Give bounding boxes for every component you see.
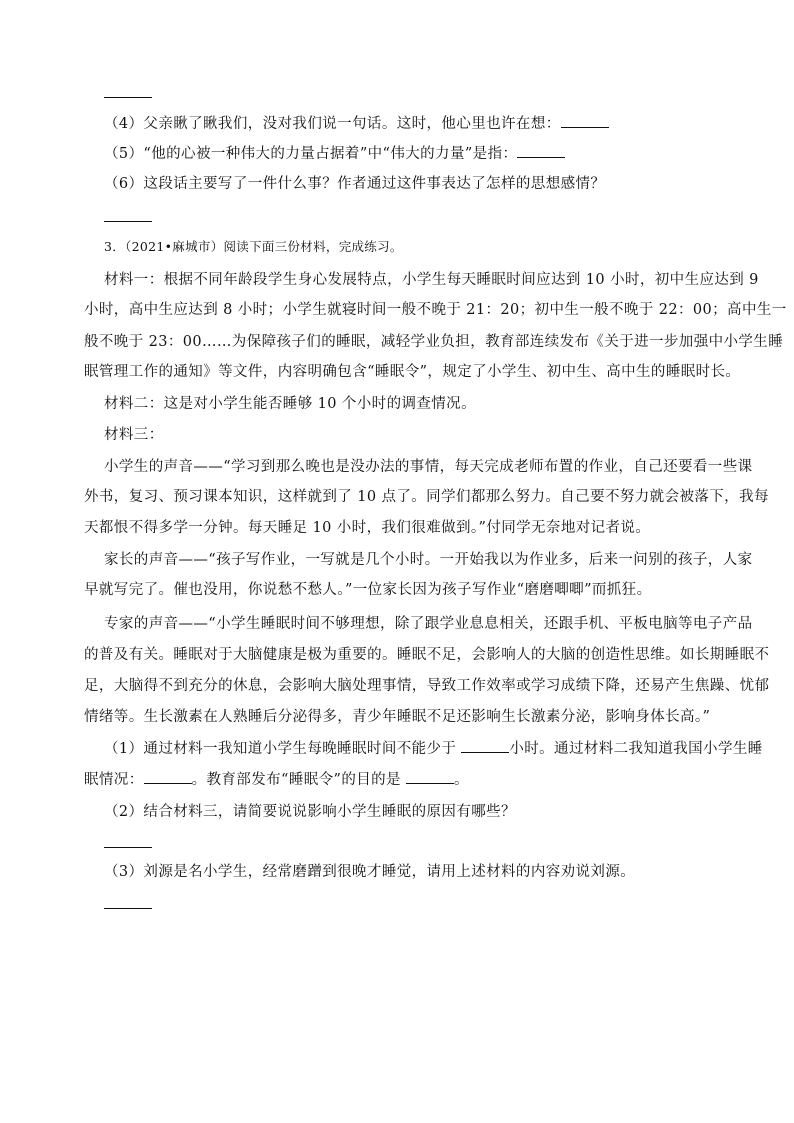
- sub-question-3: （3）刘源是名小学生，经常磨蹭到很晚才睡觉，请用上述材料的内容劝说刘源。: [104, 864, 636, 880]
- student-voice-line-3: 天都恨不得多学一分钟。每天睡足 10 小时，我们很难做到。”付同学无奈地对记者说。: [84, 520, 651, 536]
- answer-blank[interactable]: [517, 145, 565, 158]
- answer-blank[interactable]: [461, 740, 509, 753]
- question-4-text: （4）父亲瞅了瞅我们，没对我们说一句话。这时，他心里也许在想：: [104, 116, 561, 132]
- sub-question-1-text-e: 。: [453, 772, 469, 788]
- parent-voice-line-1: 家长的声音——“孩子写作业，一写就是几个小时。一开始我以为作业多，后来一问别的孩子，人家: [104, 552, 753, 568]
- answer-line[interactable]: [104, 847, 152, 848]
- answer-blank[interactable]: [144, 771, 192, 784]
- expert-voice-line-2: 的普及有关。睡眠对于大脑健康是极为重要的。睡眠不足，会影响人的大脑的创造性思维。如长期睡眠不: [84, 647, 770, 663]
- expert-voice-line-4: 情绪等。生长激素在人熟睡后分泌得多，青少年睡眠不足还影响生长激素分泌，影响身体长高。”: [84, 709, 711, 725]
- question-5: [104, 144, 565, 164]
- sub-question-1-text-a: （1）通过材料一我知道小学生每晚睡眠时间不能少于: [104, 741, 462, 757]
- question-3-header: 3．（2021•麻城市）阅读下面三份材料，完成练习。: [104, 239, 403, 254]
- material-1-line-2: 小时，高中生应达到 8 小时；小学生就寝时间一般不晚于 21：20；初中生一般不晚于 22：00；高中生一: [84, 302, 787, 318]
- answer-line[interactable]: [104, 908, 152, 909]
- question-4: [104, 114, 609, 134]
- parent-voice-line-2: 早就写完了。催也没用，你说愁不愁人。”一位家长因为孩子写作业“磨磨唧唧”而抓狂。: [84, 582, 652, 598]
- expert-voice-line-3: 足，大脑得不到充分的休息，会影响大脑处理事情，导致工作效率或学习成绩下降，还易产生焦躁、忧郁: [84, 678, 770, 694]
- student-voice-line-1: 小学生的声音——“学习到那么晚也是没办法的事情，每天完成老师布置的作业，自己还要看一些课: [104, 459, 753, 475]
- material-1-line-4: 眠管理工作的通知》等文件，内容明确包含“睡眠令”，规定了小学生、初中生、高中生的睡眠时长。: [84, 364, 741, 380]
- material-1-line-3: 般不晚于 23：00……为保障孩子们的睡眠，减轻学业负担，教育部连续发布《关于进一步加强中小学生睡: [84, 334, 784, 350]
- material-2: 材料二：这是对小学生能否睡够 10 个小时的调查情况。: [104, 396, 476, 412]
- answer-line[interactable]: [104, 97, 152, 98]
- sub-question-2: （2）结合材料三，请简要说说影响小学生睡眠的原因有哪些？: [104, 804, 516, 820]
- answer-blank[interactable]: [406, 771, 454, 784]
- sub-question-1-line-2: [84, 770, 469, 790]
- question-5-text: （5）“他的心被一种伟大的力量占据着”中“伟大的力量”是指：: [104, 146, 518, 162]
- sub-question-1-text-c: 眠情况：: [84, 772, 144, 788]
- student-voice-line-2: 外书，复习、预习课本知识，这样就到了 10 点了。同学们都那么努力。自己要不努力就会被落下，我每: [84, 489, 769, 505]
- material-3-label: 材料三：: [104, 427, 164, 443]
- sub-question-1-text-b: 小时。通过材料二我知道我国小学生睡: [509, 741, 763, 757]
- answer-blank[interactable]: [561, 115, 609, 128]
- question-6: （6）这段话主要写了一件什么事？作者通过这件事表达了怎样的思想感情？: [104, 176, 606, 192]
- sub-question-1-text-d: 。教育部发布“睡眠令”的目的是: [191, 772, 406, 788]
- sub-question-1-line-1: [104, 739, 763, 759]
- expert-voice-line-1: 专家的声音——“小学生睡眠时间不够理想，除了跟学业息息相关，还跟手机、平板电脑等电子产品: [104, 616, 753, 632]
- answer-line[interactable]: [104, 221, 152, 222]
- material-1-line-1: 材料一：根据不同年龄段学生身心发展特点，小学生每天睡眠时间应达到 10 小时，初中生应达到 9: [104, 272, 759, 288]
